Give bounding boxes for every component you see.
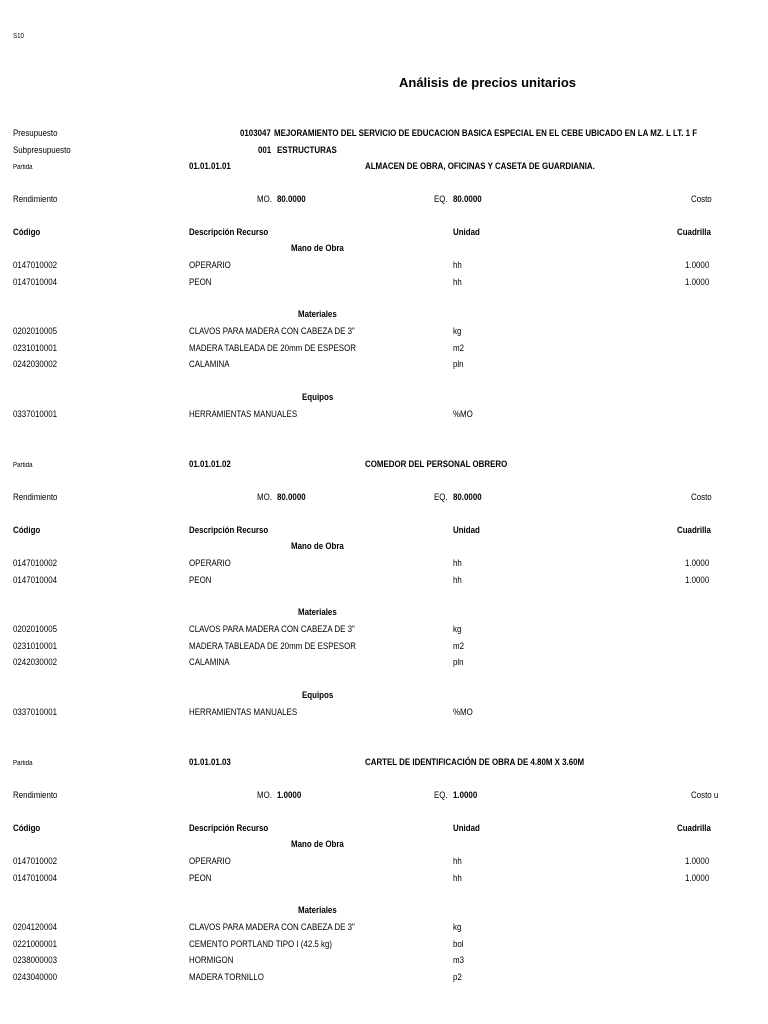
column-header-codigo: Código xyxy=(13,823,41,833)
eq-value: 1.0000 xyxy=(453,790,478,800)
mo-label: MO. xyxy=(257,790,272,800)
resource-codigo: 0147010004 xyxy=(13,574,58,585)
resource-unidad: m3 xyxy=(453,955,465,965)
resource-codigo: 0337010001 xyxy=(13,707,58,717)
column-header-cuadrilla: Cuadrilla xyxy=(677,525,711,535)
resource-codigo: 0147010002 xyxy=(13,856,58,866)
partida-label: Partida xyxy=(13,164,33,171)
column-header-descripcion: Descripción Recurso xyxy=(189,823,269,833)
partida-label: Partida xyxy=(13,462,33,469)
mo-value: 1.0000 xyxy=(277,790,302,800)
resource-codigo: 0147010004 xyxy=(13,276,58,287)
partida-description: CARTEL DE IDENTIFICACIÓN DE OBRA DE 4.80M X 3.60M xyxy=(365,757,585,767)
resource-unidad: m2 xyxy=(453,342,465,353)
column-header-cuadrilla: Cuadrilla xyxy=(677,227,711,237)
costo-label: Costo xyxy=(691,492,712,502)
page-title: Análisis de precios unitarios xyxy=(399,75,576,90)
resource-descripcion: OPERARIO xyxy=(189,558,231,568)
section-mano-de-obra: Mano de Obra xyxy=(291,839,344,849)
eq-label: EQ. xyxy=(434,194,448,204)
resource-cuadrilla: 1.0000 xyxy=(685,558,710,568)
resource-cuadrilla: 1.0000 xyxy=(685,276,710,287)
resource-unidad: kg xyxy=(453,922,462,932)
resource-cuadrilla: 1.0000 xyxy=(685,872,710,883)
mo-label: MO. xyxy=(257,492,272,502)
resource-codigo: 0231010001 xyxy=(13,342,58,353)
rendimiento-label: Rendimiento xyxy=(13,790,58,800)
mo-value: 80.0000 xyxy=(277,492,306,502)
column-header-codigo: Código xyxy=(13,227,41,237)
resource-unidad: kg xyxy=(453,326,462,336)
eq-value: 80.0000 xyxy=(453,492,482,502)
resource-codigo: 0242030002 xyxy=(13,359,58,369)
resource-unidad: hh xyxy=(453,260,462,270)
column-header-descripcion: Descripción Recurso xyxy=(189,227,269,237)
resource-codigo: 0147010002 xyxy=(13,558,58,568)
resource-cuadrilla: 1.0000 xyxy=(685,260,710,270)
subpresupuesto-description: ESTRUCTURAS xyxy=(277,145,337,155)
presupuesto-description: MEJORAMIENTO DEL SERVICIO DE EDUCACION BASICA ESPECIAL EN EL CEBE UBICADO EN LA MZ. L LT. 1 F xyxy=(274,128,698,138)
presupuesto-label: Presupuesto xyxy=(13,128,58,138)
eq-label: EQ. xyxy=(434,492,448,502)
resource-descripcion: CALAMINA xyxy=(189,359,230,369)
resource-codigo: 0204120004 xyxy=(13,922,58,932)
partida-code: 01.01.01.02 xyxy=(189,459,231,469)
resource-descripcion: OPERARIO xyxy=(189,856,231,866)
resource-descripcion: MADERA TABLEADA DE 20mm DE ESPESOR xyxy=(189,640,356,651)
resource-unidad: %MO xyxy=(453,707,473,717)
rendimiento-label: Rendimiento xyxy=(13,492,58,502)
section-equipos: Equipos xyxy=(302,690,334,700)
resource-unidad: hh xyxy=(453,872,462,883)
resource-unidad: hh xyxy=(453,856,462,866)
resource-descripcion: HORMIGON xyxy=(189,955,234,965)
resource-descripcion: PEON xyxy=(189,872,212,883)
subpresupuesto-code: 001 xyxy=(258,145,272,155)
resource-cuadrilla: 1.0000 xyxy=(685,574,710,585)
presupuesto-code: 0103047 xyxy=(240,128,271,138)
resource-codigo: 0231010001 xyxy=(13,640,58,651)
section-mano-de-obra: Mano de Obra xyxy=(291,243,344,253)
section-materiales: Materiales xyxy=(298,607,337,617)
partida-code: 01.01.01.03 xyxy=(189,757,231,767)
resource-unidad: pln xyxy=(453,657,464,667)
resource-descripcion: MADERA TABLEADA DE 20mm DE ESPESOR xyxy=(189,342,356,353)
resource-descripcion: PEON xyxy=(189,574,212,585)
resource-codigo: 0238000003 xyxy=(13,955,58,965)
subpresupuesto-label: Subpresupuesto xyxy=(13,145,71,155)
resource-descripcion: CALAMINA xyxy=(189,657,230,667)
mo-value: 80.0000 xyxy=(277,194,306,204)
resource-codigo: 0221000001 xyxy=(13,938,58,949)
section-equipos: Equipos xyxy=(302,392,334,402)
column-header-codigo: Código xyxy=(13,525,41,535)
resource-codigo: 0202010005 xyxy=(13,624,58,634)
section-mano-de-obra: Mano de Obra xyxy=(291,541,344,551)
resource-descripcion: OPERARIO xyxy=(189,260,231,270)
resource-descripcion: PEON xyxy=(189,276,212,287)
column-header-unidad: Unidad xyxy=(453,823,480,833)
partida-description: COMEDOR DEL PERSONAL OBRERO xyxy=(365,459,508,469)
resource-codigo: 0147010002 xyxy=(13,260,58,270)
partida-code: 01.01.01.01 xyxy=(189,161,231,171)
resource-descripcion: CLAVOS PARA MADERA CON CABEZA DE 3" xyxy=(189,326,355,336)
resource-codigo: 0202010005 xyxy=(13,326,58,336)
partida-label: Partida xyxy=(13,760,33,767)
column-header-unidad: Unidad xyxy=(453,525,480,535)
resource-unidad: bol xyxy=(453,938,464,949)
costo-label: Costo u xyxy=(691,790,719,800)
resource-descripcion: CLAVOS PARA MADERA CON CABEZA DE 3" xyxy=(189,922,355,932)
resource-codigo: 0147010004 xyxy=(13,872,58,883)
eq-label: EQ. xyxy=(434,790,448,800)
partida-description: ALMACEN DE OBRA, OFICINAS Y CASETA DE GUARDIANIA. xyxy=(365,161,595,171)
resource-descripcion: HERRAMIENTAS MANUALES xyxy=(189,707,298,717)
resource-unidad: pln xyxy=(453,359,464,369)
mo-label: MO. xyxy=(257,194,272,204)
resource-unidad: kg xyxy=(453,624,462,634)
resource-unidad: %MO xyxy=(453,409,473,419)
eq-value: 80.0000 xyxy=(453,194,482,204)
resource-unidad: hh xyxy=(453,574,462,585)
resource-cuadrilla: 1.0000 xyxy=(685,856,710,866)
resource-unidad: p2 xyxy=(453,971,462,982)
column-header-cuadrilla: Cuadrilla xyxy=(677,823,711,833)
resource-unidad: m2 xyxy=(453,640,465,651)
resource-descripcion: HERRAMIENTAS MANUALES xyxy=(189,409,298,419)
resource-unidad: hh xyxy=(453,558,462,568)
resource-codigo: 0337010001 xyxy=(13,409,58,419)
resource-descripcion: CEMENTO PORTLAND TIPO I (42.5 kg) xyxy=(189,938,333,949)
report-code: S10 xyxy=(13,33,24,40)
column-header-unidad: Unidad xyxy=(453,227,480,237)
rendimiento-label: Rendimiento xyxy=(13,194,58,204)
resource-unidad: hh xyxy=(453,276,462,287)
resource-descripcion: MADERA TORNILLO xyxy=(189,971,264,982)
column-header-descripcion: Descripción Recurso xyxy=(189,525,269,535)
section-materiales: Materiales xyxy=(298,905,337,915)
section-materiales: Materiales xyxy=(298,309,337,319)
resource-codigo: 0242030002 xyxy=(13,657,58,667)
resource-codigo: 0243040000 xyxy=(13,971,58,982)
costo-label: Costo xyxy=(691,194,712,204)
resource-descripcion: CLAVOS PARA MADERA CON CABEZA DE 3" xyxy=(189,624,355,634)
